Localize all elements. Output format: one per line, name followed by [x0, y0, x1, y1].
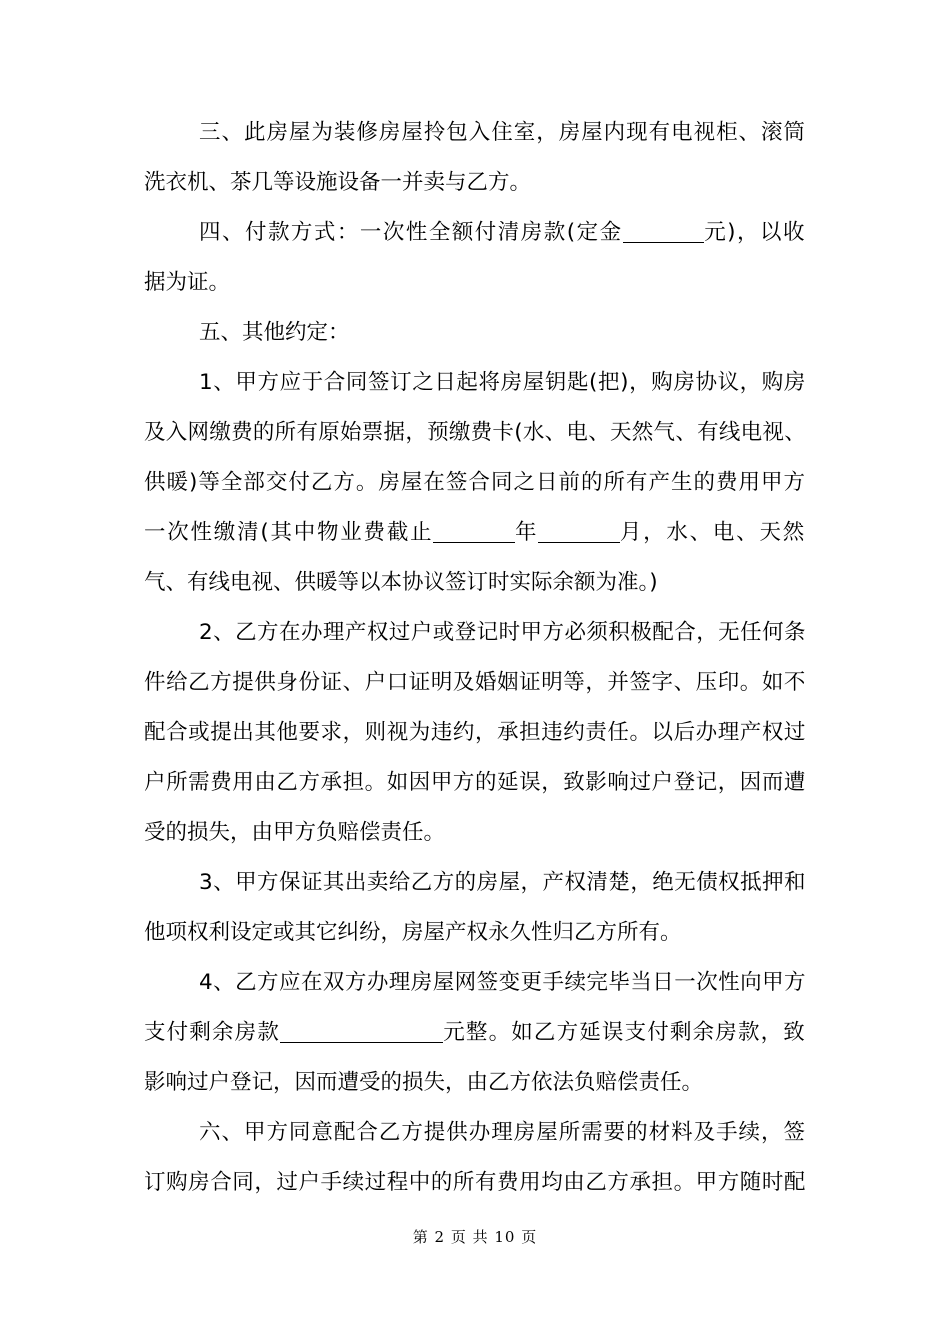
text-run: 影响过户登记，因而遭受的损失，由乙方依法负赔偿责任。: [144, 1070, 704, 1095]
page-number-footer: 第 2 页 共 10 页: [412, 1228, 538, 1246]
text-run: 户所需费用由乙方承担。如因甲方的延误，致影响过户登记，因而遭: [144, 770, 806, 795]
paragraph-line: [0, 618, 950, 648]
paragraph-line: [0, 768, 950, 798]
text-run: 供暖)等全部交付乙方。房屋在签合同之日前的所有产生的费用甲方: [144, 470, 806, 495]
paragraph-line: [0, 718, 950, 748]
text-run: 元整。如乙方延误支付剩余房款，致: [443, 1020, 806, 1045]
paragraph-line: [0, 568, 950, 598]
text-run: 气、有线电视、供暖等以本协议签订时实际余额为准。): [144, 570, 658, 595]
paragraph-line: [0, 1018, 950, 1048]
paragraph-line: [0, 318, 950, 348]
text-run: 3、甲方保证其出卖给乙方的房屋，产权清楚，绝无债权抵押和: [199, 870, 806, 895]
paragraph-line: [0, 518, 950, 548]
text-run: 一次性缴清(其中物业费截止: [144, 520, 434, 545]
text-run: 及入网缴费的所有原始票据，预缴费卡(水、电、天然气、有线电视、: [144, 420, 806, 445]
text-run: 六、甲方同意配合乙方提供办理房屋所需要的材料及手续，签: [199, 1120, 806, 1145]
paragraph-line: [0, 118, 950, 148]
paragraph-line: [0, 818, 950, 848]
text-run: 他项权利设定或其它纠纷，房屋产权永久性归乙方所有。: [144, 920, 682, 945]
paragraph-line: [0, 1168, 950, 1198]
text-run: 月，水、电、天然: [619, 520, 806, 545]
paragraph-line: [0, 668, 950, 698]
paragraph-line: [0, 218, 950, 248]
fill-in-blank: [623, 242, 705, 243]
text-run: 据为证。: [144, 270, 231, 295]
text-run: 洗衣机、茶几等设施设备一并卖与乙方。: [144, 170, 532, 195]
text-run: 订购房合同，过户手续过程中的所有费用均由乙方承担。甲方随时配: [144, 1170, 806, 1195]
paragraph-line: [0, 1118, 950, 1148]
text-run: 4、乙方应在双方办理房屋网签变更手续完毕当日一次性向甲方: [199, 970, 806, 995]
text-run: 年: [514, 520, 539, 545]
text-run: 支付剩余房款: [144, 1020, 281, 1045]
text-run: 元)，以收: [704, 220, 806, 245]
paragraph-line: [0, 918, 950, 948]
text-run: 2、乙方在办理产权过户或登记时甲方必须积极配合，无任何条: [199, 620, 806, 645]
paragraph-line: [0, 968, 950, 998]
paragraph-line: [0, 168, 950, 198]
paragraph-line: [0, 1068, 950, 1098]
fill-in-blank: [538, 542, 620, 543]
fill-in-blank: [433, 542, 515, 543]
text-run: 配合或提出其他要求，则视为违约，承担违约责任。以后办理产权过: [144, 720, 806, 745]
paragraph-line: [0, 368, 950, 398]
text-run: 四、付款方式：一次性全额付清房款(定金: [199, 220, 623, 245]
paragraph-line: [0, 468, 950, 498]
text-run: 受的损失，由甲方负赔偿责任。: [144, 820, 446, 845]
text-run: 件给乙方提供身份证、户口证明及婚姻证明等，并签字、压印。如不: [144, 670, 806, 695]
text-run: 三、此房屋为装修房屋拎包入住室，房屋内现有电视柜、滚筒: [199, 120, 806, 145]
text-run: 1、甲方应于合同签订之日起将房屋钥匙(把)，购房协议，购房: [199, 370, 806, 395]
paragraph-line: [0, 418, 950, 448]
fill-in-blank: [280, 1042, 443, 1043]
paragraph-line: [0, 268, 950, 298]
paragraph-line: [0, 868, 950, 898]
text-run: 五、其他约定：: [199, 320, 350, 345]
